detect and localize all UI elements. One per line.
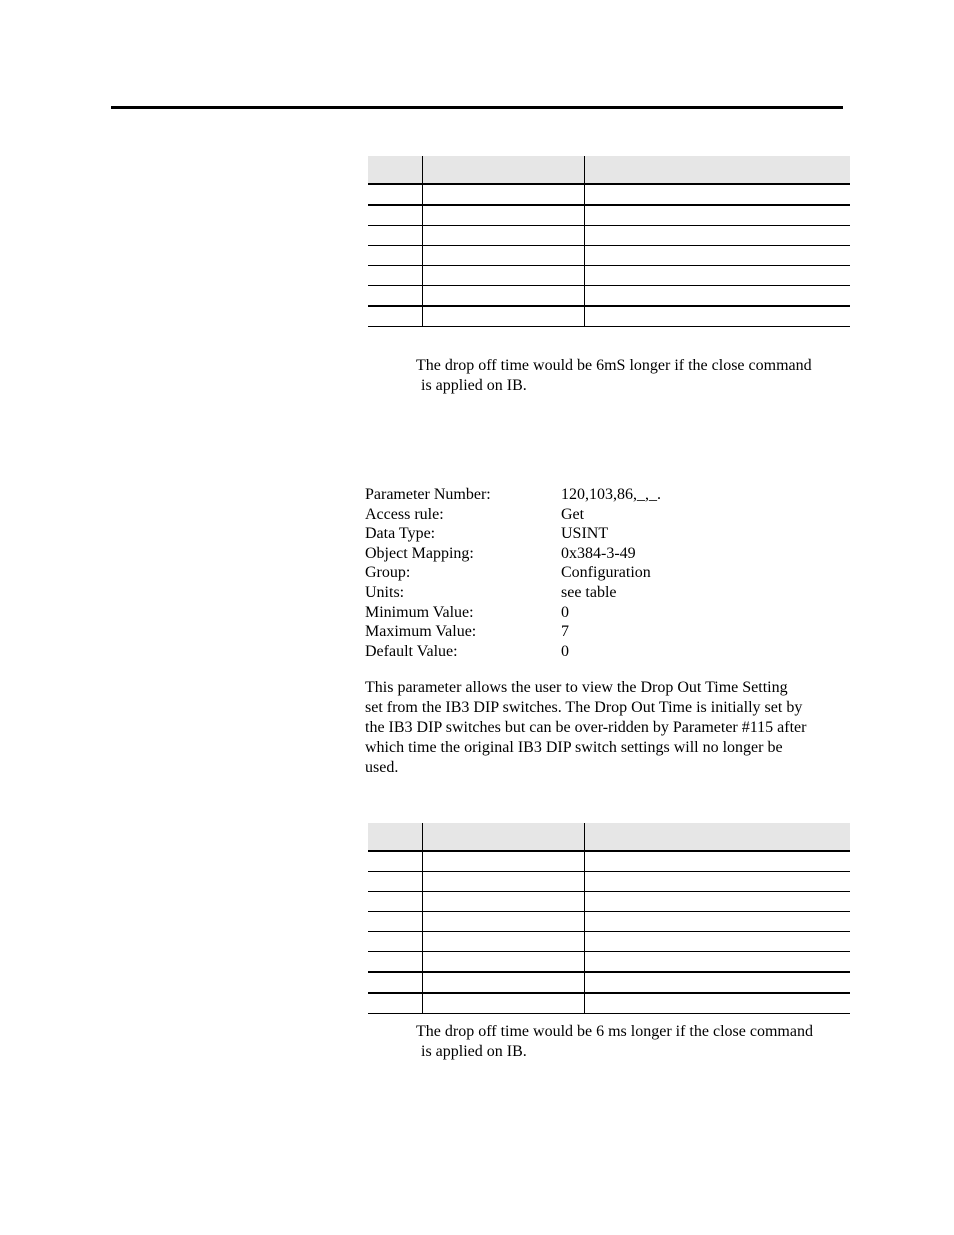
param-row xyxy=(365,583,845,603)
table-row xyxy=(368,973,850,994)
description-line: This parameter allows the user to view the Drop Out Time Setting xyxy=(365,679,788,696)
note-line: is applied on IB. xyxy=(421,377,527,394)
drop-off-note-2 xyxy=(416,1022,856,1062)
note-line: The drop off time would be 6mS longer if the close command xyxy=(416,357,812,374)
parameter-list xyxy=(365,485,845,661)
table-row xyxy=(368,994,850,1014)
param-value: USINT xyxy=(561,525,609,543)
param-row xyxy=(365,524,845,544)
param-label: Maximum Value: xyxy=(365,623,477,641)
param-row xyxy=(365,485,845,505)
param-row xyxy=(365,563,845,583)
note-line: is applied on IB. xyxy=(421,1043,527,1060)
table-row xyxy=(368,266,850,286)
param-value: 7 xyxy=(561,623,569,641)
param-label: Group: xyxy=(365,564,411,582)
param-label: Data Type: xyxy=(365,525,436,543)
table-header-row xyxy=(368,823,850,852)
param-row xyxy=(365,603,845,623)
description-line: set from the IB3 DIP switches. The Drop Out Time is initially set by xyxy=(365,699,803,716)
drop-out-time-table-1 xyxy=(368,156,850,327)
param-value: Configuration xyxy=(561,564,651,582)
param-value: 0 xyxy=(561,603,569,621)
param-row xyxy=(365,505,845,525)
table-row xyxy=(368,246,850,266)
table-row xyxy=(368,307,850,327)
param-value: 0 xyxy=(561,642,569,660)
drop-off-note-1 xyxy=(416,356,856,396)
description-line: which time the original IB3 DIP switch settings will no longer be xyxy=(365,739,783,756)
param-label: Minimum Value: xyxy=(365,603,474,621)
table-row xyxy=(368,206,850,226)
drop-out-time-table-2 xyxy=(368,823,850,1014)
table-row xyxy=(368,912,850,932)
param-row xyxy=(365,642,845,662)
param-value: see table xyxy=(561,583,617,601)
table-row xyxy=(368,932,850,952)
param-label: Access rule: xyxy=(365,505,444,523)
param-value: Get xyxy=(561,505,585,523)
param-label: Units: xyxy=(365,583,405,601)
table-row xyxy=(368,185,850,206)
description-line: used. xyxy=(365,759,399,776)
note-line: The drop off time would be 6 ms longer if the close command xyxy=(416,1023,813,1040)
param-value: 0x384-3-49 xyxy=(561,544,636,562)
description-line: the IB3 DIP switches but can be over-ridden by Parameter #115 after xyxy=(365,719,807,736)
parameter-description xyxy=(365,678,845,778)
param-label: Default Value: xyxy=(365,642,458,660)
param-value: 120,103,86,_,_. xyxy=(561,486,661,503)
table-row xyxy=(368,952,850,973)
param-label: Parameter Number: xyxy=(365,486,491,503)
table-row xyxy=(368,872,850,892)
header-rule xyxy=(111,106,843,109)
table-row xyxy=(368,286,850,307)
param-row xyxy=(365,544,845,564)
table-row xyxy=(368,852,850,872)
table-header-row xyxy=(368,156,850,185)
param-label: Object Mapping: xyxy=(365,544,474,562)
param-row xyxy=(365,622,845,642)
table-row xyxy=(368,226,850,246)
table-row xyxy=(368,892,850,912)
